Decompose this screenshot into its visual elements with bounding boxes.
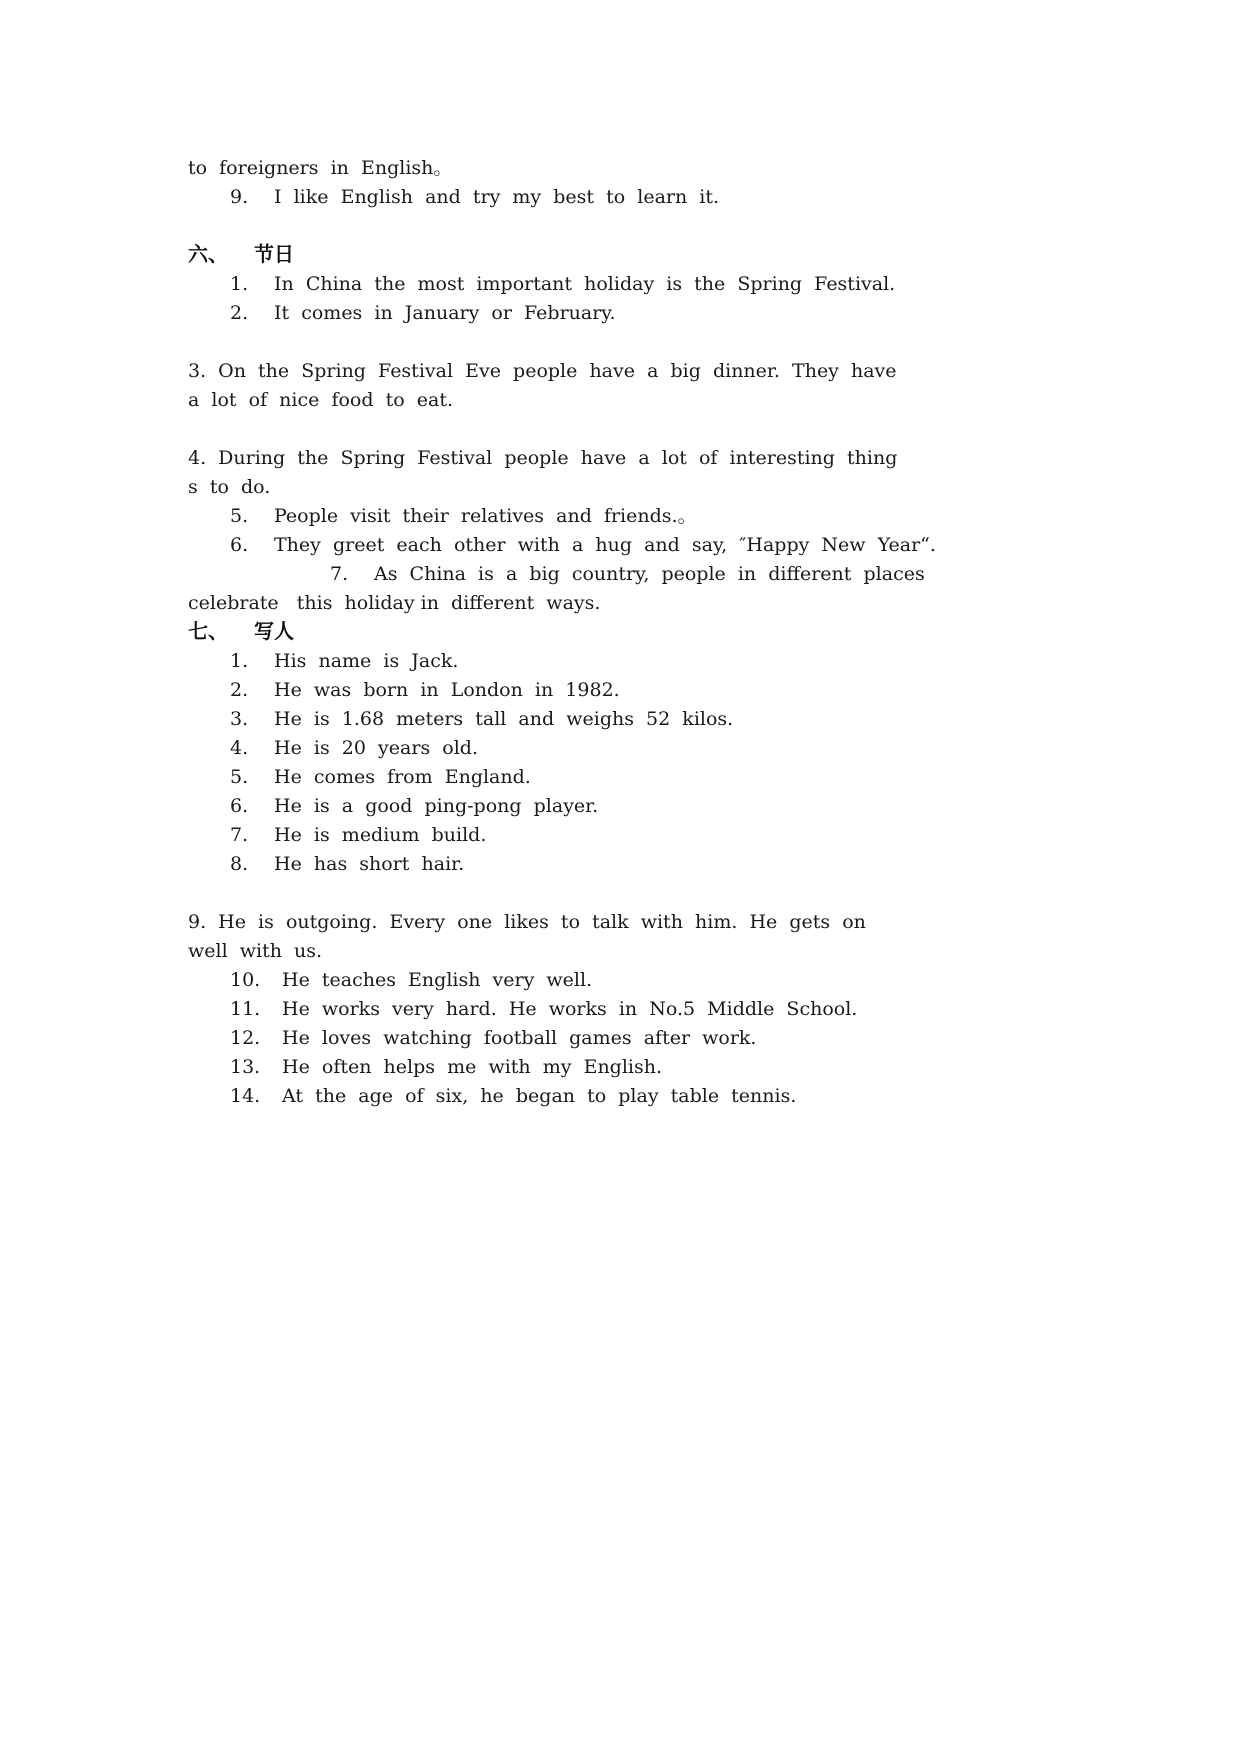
list-item-person-4: [230, 732, 478, 764]
item-text: He loves watching football games after work.: [282, 1027, 757, 1049]
item-number: 6.: [230, 795, 249, 817]
section-title: 写人: [254, 619, 294, 643]
list-item-festival-5: [230, 500, 697, 532]
item-text-continued: a lot of nice food to eat.: [188, 389, 454, 411]
item-text: People visit their relatives and friends.。: [274, 505, 697, 527]
item-number: 7.: [330, 563, 349, 585]
list-item-festival-6: [230, 529, 936, 561]
item-text-continued: celebrate this holiday in different ways.: [188, 592, 601, 614]
list-item-festival-4-line2: [188, 471, 270, 503]
item-number: 4.: [188, 447, 207, 469]
item-number: 12.: [230, 1027, 261, 1049]
item-number: 5.: [230, 505, 249, 527]
list-item-festival-7-line1: [330, 558, 925, 590]
list-item-person-10: [230, 964, 592, 996]
item-text: On the Spring Festival Eve people have a big dinner. They have: [218, 360, 897, 382]
item-text: He is a good ping-pong player.: [274, 795, 599, 817]
list-item-person-13: [230, 1051, 662, 1083]
item-number: 3.: [188, 360, 207, 382]
list-item-festival-3-line2: [188, 384, 453, 416]
list-item-festival-2: [230, 297, 616, 329]
item-text: He is 20 years old.: [274, 737, 478, 759]
item-number: 13.: [230, 1056, 261, 1078]
item-number: 11.: [230, 998, 261, 1020]
item-text: He is medium build.: [274, 824, 487, 846]
item-number: 2.: [230, 302, 249, 324]
item-text-continued: well with us.: [188, 940, 323, 962]
item-number: 7.: [230, 824, 249, 846]
list-item-person-11: [230, 993, 857, 1025]
list-item-festival-1: [230, 268, 895, 300]
list-item-person-8: [230, 848, 464, 880]
item-text: I like English and try my best to learn it.: [274, 186, 720, 208]
list-item-person-6: [230, 790, 598, 822]
list-item-person-12: [230, 1022, 756, 1054]
item-text: It comes in January or February.: [274, 302, 616, 324]
item-number: 6.: [230, 534, 249, 556]
item-number: 10.: [230, 969, 261, 991]
item-text: He comes from England.: [274, 766, 531, 788]
item-number: 1.: [230, 273, 249, 295]
section-title: 节日: [254, 242, 294, 266]
item-text: At the age of six, he began to play table tennis.: [282, 1085, 797, 1107]
section-number: 七、: [188, 619, 228, 643]
item-number: 14.: [230, 1085, 261, 1107]
section-number: 六、: [188, 242, 228, 266]
item-text: He is outgoing. Every one likes to talk with him. He gets on: [218, 911, 866, 933]
list-item-festival-4-line1: [188, 442, 897, 474]
section-heading-festival: [188, 238, 294, 270]
item-text: As China is a big country, people in different places: [374, 563, 925, 585]
list-item-person-2: [230, 674, 620, 706]
carryover-text: to foreigners in English。: [188, 157, 453, 179]
section-heading-person: [188, 615, 294, 647]
list-item-person-9-line1: [188, 906, 866, 938]
item-text: He has short hair.: [274, 853, 465, 875]
item-number: 2.: [230, 679, 249, 701]
list-item-festival-3-line1: [188, 355, 897, 387]
item-text: His name is Jack.: [274, 650, 459, 672]
item-number: 5.: [230, 766, 249, 788]
item-text: He works very hard. He works in No.5 Middle School.: [282, 998, 858, 1020]
item-text: He teaches English very well.: [282, 969, 593, 991]
list-item-person-5: [230, 761, 531, 793]
item-text: He often helps me with my English.: [282, 1056, 663, 1078]
list-item-person-9-line2: [188, 935, 322, 967]
item-number: 3.: [230, 708, 249, 730]
item-text: He was born in London in 1982.: [274, 679, 620, 701]
item-text: They greet each other with a hug and say, ″Happy New Year“.: [274, 534, 936, 556]
item-number: 4.: [230, 737, 249, 759]
item-text: During the Spring Festival people have a lot of interesting thing: [218, 447, 898, 469]
item-text: In China the most important holiday is the Spring Festival.: [274, 273, 896, 295]
list-item-person-3: [230, 703, 733, 735]
item-text: He is 1.68 meters tall and weighs 52 kilos.: [274, 708, 734, 730]
item-number: 9.: [230, 186, 249, 208]
list-item-prev-9: [230, 181, 719, 213]
item-text-continued: s to do.: [188, 476, 271, 498]
item-number: 9.: [188, 911, 207, 933]
list-item-person-1: [230, 645, 458, 677]
text-line-carryover: [188, 152, 452, 184]
item-number: 1.: [230, 650, 249, 672]
item-number: 8.: [230, 853, 249, 875]
list-item-person-7: [230, 819, 486, 851]
list-item-person-14: [230, 1080, 796, 1112]
